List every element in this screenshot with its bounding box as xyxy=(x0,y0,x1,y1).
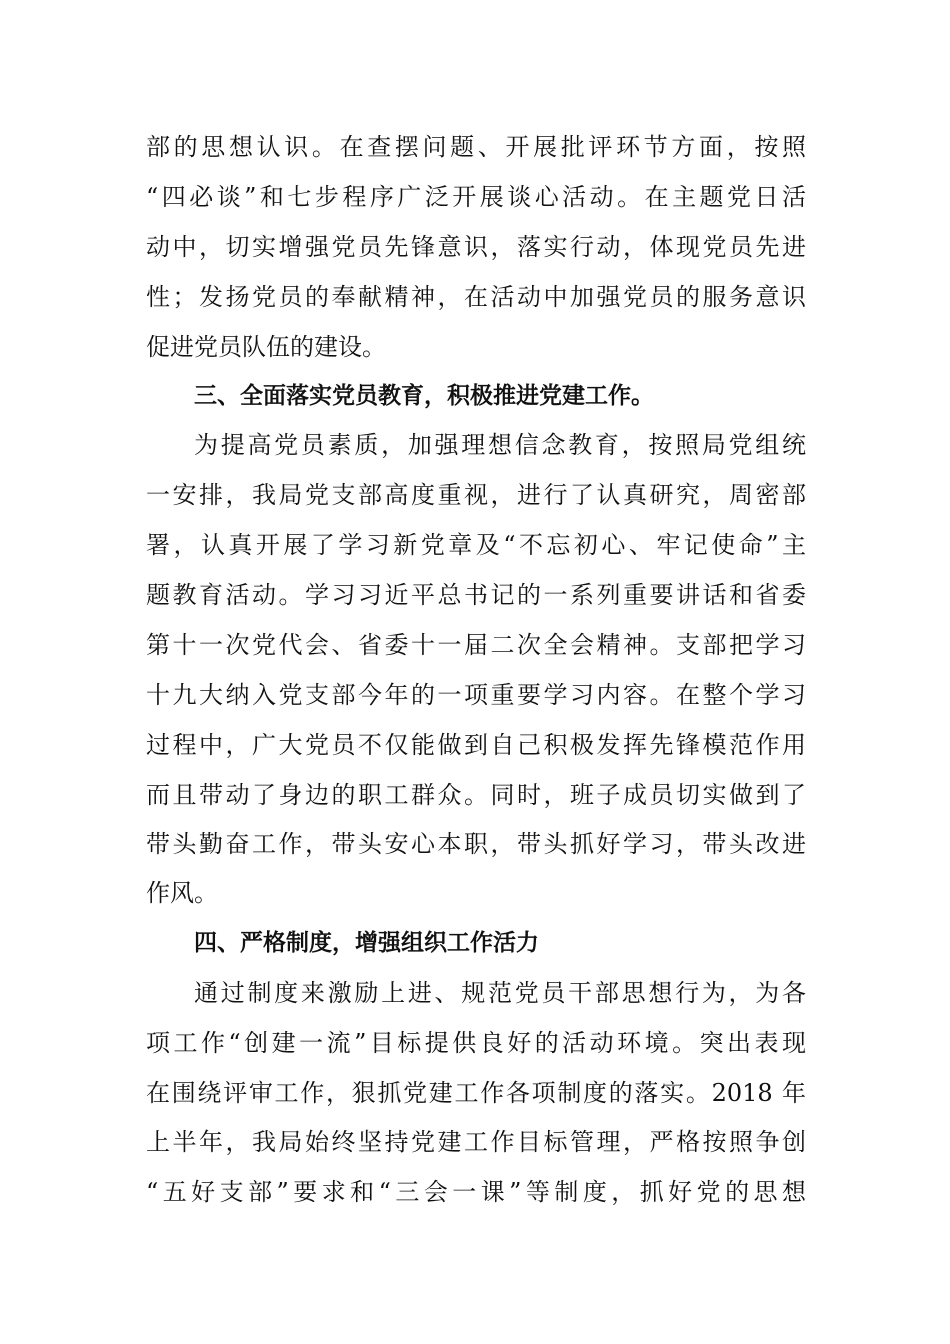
paragraph-3-line-3: 在围绕评审工作，狠抓党建工作各项制度的落实。2018 年 xyxy=(146,1079,806,1107)
paragraph-2-line-9: 带头勤奋工作，带头安心本职，带头抓好学习，带头改进 xyxy=(146,830,806,858)
paragraph-1-line-2: “四必谈”和七步程序广泛开展谈心活动。在主题党日活 xyxy=(146,183,806,211)
paragraph-2-line-3: 署，认真开展了学习新党章及“不忘初心、牢记使命”主 xyxy=(146,531,806,559)
paragraph-3-line-1: 通过制度来激励上进、规范党员干部思想行为，为各 xyxy=(194,979,806,1007)
paragraph-2-line-10: 作风。 xyxy=(146,879,218,907)
paragraph-1-line-4: 性；发扬党员的奉献精神，在活动中加强党员的服务意识 xyxy=(146,283,806,311)
paragraph-2-line-8: 而且带动了身边的职工群众。同时，班子成员切实做到了 xyxy=(146,781,806,809)
paragraph-1-line-5: 促进党员队伍的建设。 xyxy=(146,333,386,361)
section-heading-4: 四、严格制度，增强组织工作活力 xyxy=(194,930,539,956)
paragraph-1-line-3: 动中，切实增强党员先锋意识，落实行动，体现党员先进 xyxy=(146,233,806,261)
paragraph-3-line-5: “五好支部”要求和“三会一课”等制度，抓好党的思想 xyxy=(146,1178,806,1206)
paragraph-2-line-6: 十九大纳入党支部今年的一项重要学习内容。在整个学习 xyxy=(146,681,806,709)
paragraph-2-line-1: 为提高党员素质，加强理想信念教育，按照局党组统 xyxy=(194,431,806,459)
paragraph-3-line-2: 项工作“创建一流”目标提供良好的活动环境。突出表现 xyxy=(146,1029,806,1057)
paragraph-1-line-1: 部的思想认识。在查摆问题、开展批评环节方面，按照 xyxy=(146,133,806,161)
paragraph-2-line-4: 题教育活动。学习习近平总书记的一系列重要讲话和省委 xyxy=(146,581,806,609)
section-heading-3: 三、全面落实党员教育，积极推进党建工作。 xyxy=(194,383,654,409)
paragraph-2-line-2: 一安排，我局党支部高度重视，进行了认真研究，周密部 xyxy=(146,481,806,509)
paragraph-3-line-4: 上半年，我局始终坚持党建工作目标管理，严格按照争创 xyxy=(146,1128,806,1156)
paragraph-2-line-7: 过程中，广大党员不仅能做到自己积极发挥先锋模范作用 xyxy=(146,731,806,759)
paragraph-2-line-5: 第十一次党代会、省委十一届二次全会精神。支部把学习 xyxy=(146,631,806,659)
